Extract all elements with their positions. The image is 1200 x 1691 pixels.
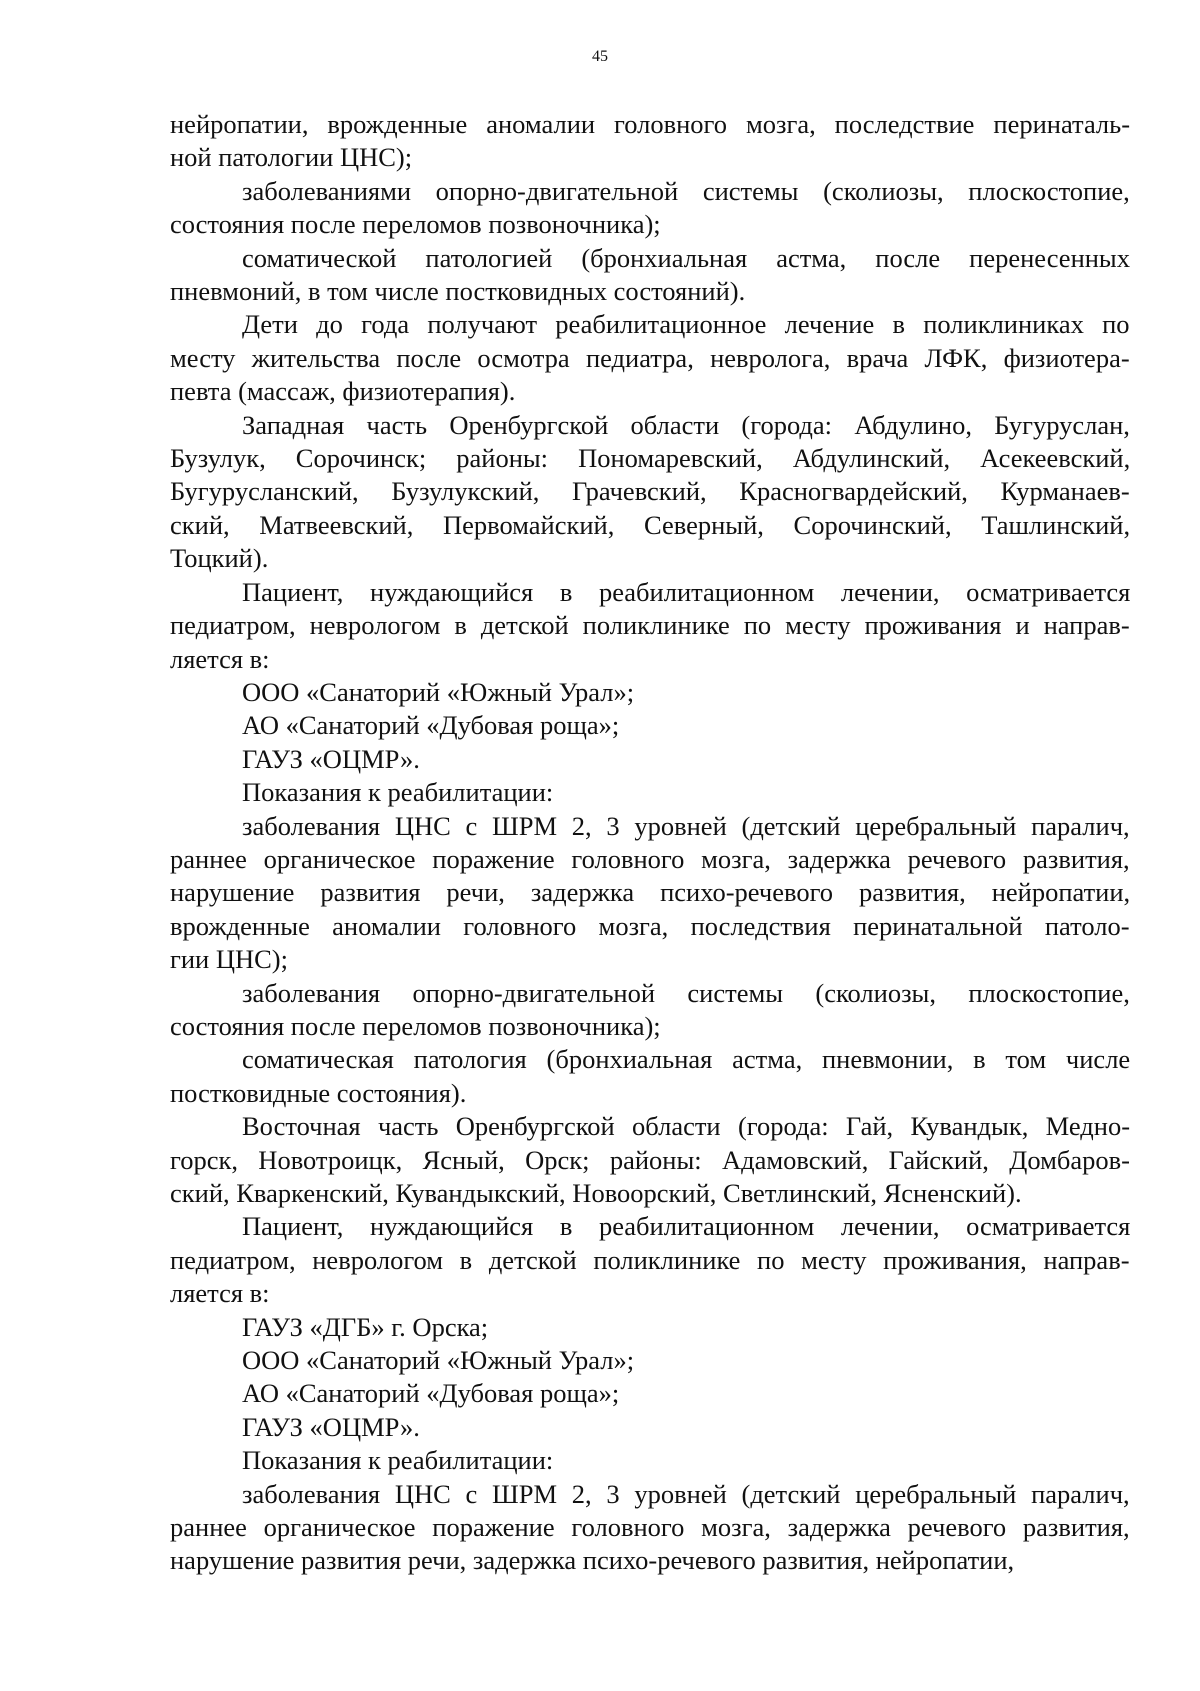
text-line: раннее органическое поражение головного мозга, задержка речевого развития, [170, 843, 1130, 874]
paragraph [170, 1478, 1130, 1578]
paragraph [170, 409, 1130, 576]
text-line: ГАУЗ «ДГБ» г. Орска; [242, 1311, 489, 1342]
paragraph [170, 242, 1130, 309]
text-line: заболевания ЦНС с ШРМ 2, 3 уровней (детский церебральный паралич, [242, 1478, 1130, 1509]
document-body [170, 108, 1130, 1578]
text-line: Тоцкий). [170, 543, 269, 574]
paragraph [170, 1344, 1130, 1377]
text-line: Восточная часть Оренбургской области (города: Гай, Кувандык, Медно- [242, 1111, 1131, 1142]
text-line: состояния после переломов позвоночника); [170, 209, 661, 240]
text-line: педиатром, неврологом в детской поликлинике по месту проживания и направ- [170, 610, 1130, 641]
paragraph [170, 977, 1130, 1044]
text-line: соматической патологией (бронхиальная астма, после перенесенных [242, 242, 1130, 273]
text-line: нейропатии, врожденные аномалии головного мозга, последствие перинаталь- [170, 109, 1131, 139]
text-line: месту жительства после осмотра педиатра, невролога, врача ЛФК, физиотера- [170, 342, 1130, 373]
paragraph [170, 1311, 1130, 1344]
text-line: Дети до года получают реабилитационное лечение в поликлиниках по [242, 309, 1130, 340]
text-line: ляется в: [170, 643, 270, 674]
paragraph [170, 709, 1130, 742]
text-line: врожденные аномалии головного мозга, последствия перинатальной патоло- [170, 910, 1130, 941]
text-line: заболевания ЦНС с ШРМ 2, 3 уровней (детский церебральный паралич, [242, 810, 1130, 841]
text-line: Пациент, нуждающийся в реабилитационном лечении, осматривается [242, 1211, 1131, 1242]
paragraph [170, 108, 1130, 175]
text-line: ной патологии ЦНС); [170, 142, 413, 173]
text-line: Западная часть Оренбургской области (города: Абдулино, Бугуруслан, [242, 409, 1130, 440]
paragraph [170, 576, 1130, 676]
text-line: соматическая патология (бронхиальная астма, пневмонии, в том числе [242, 1044, 1131, 1075]
paragraph [170, 1110, 1130, 1210]
paragraph [170, 743, 1130, 776]
paragraph [170, 1444, 1130, 1477]
paragraph [170, 1210, 1130, 1310]
text-line: ООО «Санаторий «Южный Урал»; [242, 676, 635, 707]
text-line: пневмоний, в том числе постковидных состояний). [170, 276, 746, 307]
paragraph [170, 175, 1130, 242]
paragraph [170, 308, 1130, 408]
text-line: постковидные состояния). [170, 1077, 467, 1108]
text-line: Бузулук, Сорочинск; районы: Пономаревский, Абдулинский, Асекеевский, [170, 443, 1131, 474]
text-line: гии ЦНС); [170, 944, 288, 975]
text-line: АО «Санаторий «Дубовая роща»; [242, 710, 620, 741]
paragraph [170, 776, 1130, 809]
text-line: Бугурусланский, Бузулукский, Грачевский, Красногвардейский, Курманаев- [170, 476, 1130, 507]
text-line: горск, Новотроицк, Ясный, Орск; районы: Адамовский, Гайский, Домбаров- [170, 1144, 1130, 1175]
text-line: ООО «Санаторий «Южный Урал»; [242, 1345, 635, 1376]
text-line: певта (массаж, физиотерапия). [170, 376, 516, 407]
text-line: нарушение развития речи, задержка психо-речевого развития, нейропатии, [170, 1545, 1015, 1576]
text-line: ляется в: [170, 1278, 270, 1309]
text-line: ГАУЗ «ОЦМР». [242, 743, 420, 774]
text-line: Пациент, нуждающийся в реабилитационном лечении, осматривается [242, 576, 1131, 607]
paragraph [170, 810, 1130, 977]
text-line: Показания к реабилитации: [242, 777, 554, 808]
text-line: состояния после переломов позвоночника); [170, 1010, 661, 1041]
text-line: ский, Кваркенский, Кувандыкский, Новоорский, Светлинский, Ясненский). [170, 1178, 1022, 1208]
text-line: педиатром, неврологом в детской поликлинике по месту проживания, направ- [170, 1244, 1130, 1275]
paragraph [170, 1377, 1130, 1410]
text-line: ГАУЗ «ОЦМР». [242, 1411, 420, 1442]
paragraph [170, 1043, 1130, 1110]
paragraph [170, 676, 1130, 709]
text-line: Показания к реабилитации: [242, 1445, 554, 1476]
text-line: раннее органическое поражение головного мозга, задержка речевого развития, [170, 1512, 1130, 1543]
text-line: заболеваниями опорно-двигательной системы (сколиозы, плоскостопие, [242, 175, 1130, 206]
page-number: 45 [592, 48, 608, 65]
paragraph [170, 1411, 1130, 1444]
text-line: заболевания опорно-двигательной системы (сколиозы, плоскостопие, [242, 977, 1130, 1008]
text-line: ский, Матвеевский, Первомайский, Северный, Сорочинский, Ташлинский, [170, 509, 1131, 540]
text-line: нарушение развития речи, задержка психо-речевого развития, нейропатии, [170, 877, 1131, 908]
text-line: АО «Санаторий «Дубовая роща»; [242, 1378, 620, 1409]
